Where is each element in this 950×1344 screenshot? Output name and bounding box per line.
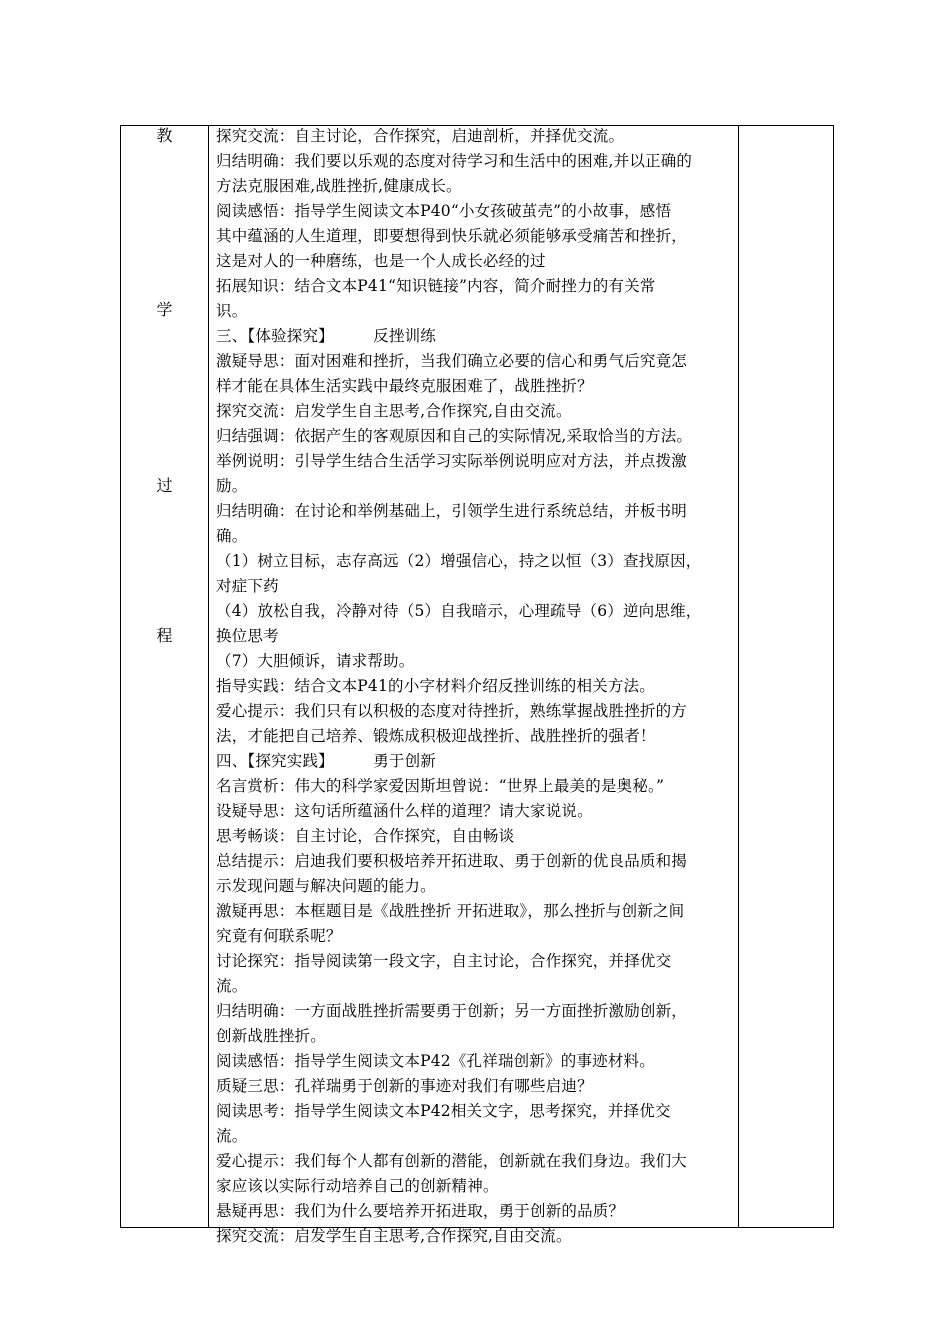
text-line: （7）大胆倾诉，请求帮助。 xyxy=(216,652,415,670)
text-line: 思考畅谈：自主讨论，合作探究，自由畅谈 xyxy=(216,827,515,845)
left-label-char: 程 xyxy=(156,626,173,645)
text-line: 设疑导思：这句话所蕴涵什么样的道理？请大家说说。 xyxy=(216,802,593,820)
text-line: 归结明确：我们要以乐观的态度对待学习和生活中的困难,并以正确的 xyxy=(216,152,693,170)
text-line: 流。 xyxy=(216,977,248,995)
text-line: （1）树立目标，志存高远（2）增强信心，持之以恒（3）查找原因， xyxy=(216,552,702,570)
text-line: 指导实践：结合文本P41的小字材料介绍反挫训练的相关方法。 xyxy=(216,677,655,695)
left-label-char: 过 xyxy=(156,476,173,495)
column-divider-left xyxy=(208,126,209,1227)
text-line: 创新战胜挫折。 xyxy=(216,1027,326,1045)
text-line: 对症下药 xyxy=(216,577,279,595)
text-line: 质疑三思：孔祥瑞勇于创新的事迹对我们有哪些启迪？ xyxy=(216,1077,593,1095)
text-line: 换位思考 xyxy=(216,627,279,645)
text-line: 确。 xyxy=(216,527,248,545)
text-line: （4）放松自我，冷静对待（5）自我暗示，心理疏导（6）逆向思维， xyxy=(216,602,702,620)
text-line: 爱心提示：我们只有以积极的态度对待挫折，熟练掌握战胜挫折的方 xyxy=(216,702,688,720)
text-line: 举例说明：引导学生结合生活学习实际举例说明应对方法，并点拨激 xyxy=(216,452,688,470)
text-line: 拓展知识：结合文本P41“知识链接”内容，简介耐挫力的有关常 xyxy=(216,277,656,295)
text-line: 归结强调：依据产生的客观原因和自己的实际情况,采取恰当的方法。 xyxy=(216,427,693,445)
text-line: 究竟有何联系呢？ xyxy=(216,927,342,945)
text-line: 探究交流：自主讨论，合作探究，启迪剖析，并择优交流。 xyxy=(216,127,625,145)
text-line: 激疑导思：面对困难和挫折，当我们确立必要的信心和勇气后究竟怎 xyxy=(216,352,688,370)
text-line: 名言赏析：伟大的科学家爱因斯坦曾说：“世界上最美的是奥秘。” xyxy=(216,777,665,795)
left-label-char: 教 xyxy=(156,126,173,145)
text-line: 其中蕴涵的人生道理，即要想得到快乐就必须能够承受痛苦和挫折， xyxy=(216,227,688,245)
text-line: 法，才能把自己培养、锻炼成积极迎战挫折、战胜挫折的强者！ xyxy=(216,727,656,745)
text-line: 激疑再思：本框题目是《战胜挫折 开拓进取》，那么挫折与创新之间 xyxy=(216,902,685,920)
text-line: 示发现问题与解决问题的能力。 xyxy=(216,877,436,895)
text-line: 这是对人的一种磨练，也是一个人成长必经的过 xyxy=(216,252,546,270)
text-line: 探究交流：启发学生自主思考,合作探究,自由交流。 xyxy=(216,402,572,420)
left-label-char: 学 xyxy=(156,300,173,319)
text-line: 方法克服困难,战胜挫折,健康成长。 xyxy=(216,177,462,195)
text-line: 悬疑再思：我们为什么要培养开拓进取，勇于创新的品质？ xyxy=(216,1202,625,1220)
column-divider-right xyxy=(738,126,739,1227)
text-line: 阅读思考：指导学生阅读文本P42相关文字，思考探究，并择优交 xyxy=(216,1102,671,1120)
text-line: 归结明确：在讨论和举例基础上，引领学生进行系统总结，并板书明 xyxy=(216,502,688,520)
section-heading: 三、【体验探究】 反挫训练 xyxy=(216,327,437,345)
text-line: 样才能在具体生活实践中最终克服困难了，战胜挫折？ xyxy=(216,377,593,395)
text-line: 归结明确：一方面战胜挫折需要勇于创新；另一方面挫折激励创新， xyxy=(216,1002,688,1020)
text-line: 识。 xyxy=(216,302,248,320)
lesson-content xyxy=(216,124,734,1249)
text-line: 阅读感悟：指导学生阅读文本P42《孔祥瑞创新》的事迹材料。 xyxy=(216,1052,655,1070)
section-heading: 四、【探究实践】 勇于创新 xyxy=(216,752,437,770)
text-line: 总结提示：启迪我们要积极培养开拓进取、勇于创新的优良品质和揭 xyxy=(216,852,688,870)
text-line: 流。 xyxy=(216,1127,248,1145)
text-line: 讨论探究：指导阅读第一段文字，自主讨论，合作探究，并择优交 xyxy=(216,952,672,970)
text-line: 家应该以实际行动培养自己的创新精神。 xyxy=(216,1177,499,1195)
text-line: 探究交流：启发学生自主思考,合作探究,自由交流。 xyxy=(216,1227,572,1245)
text-line: 励。 xyxy=(216,477,248,495)
text-line: 爱心提示：我们每个人都有创新的潜能，创新就在我们身边。我们大 xyxy=(216,1152,688,1170)
text-line: 阅读感悟：指导学生阅读文本P40“小女孩破茧壳”的小故事，感悟 xyxy=(216,202,672,220)
